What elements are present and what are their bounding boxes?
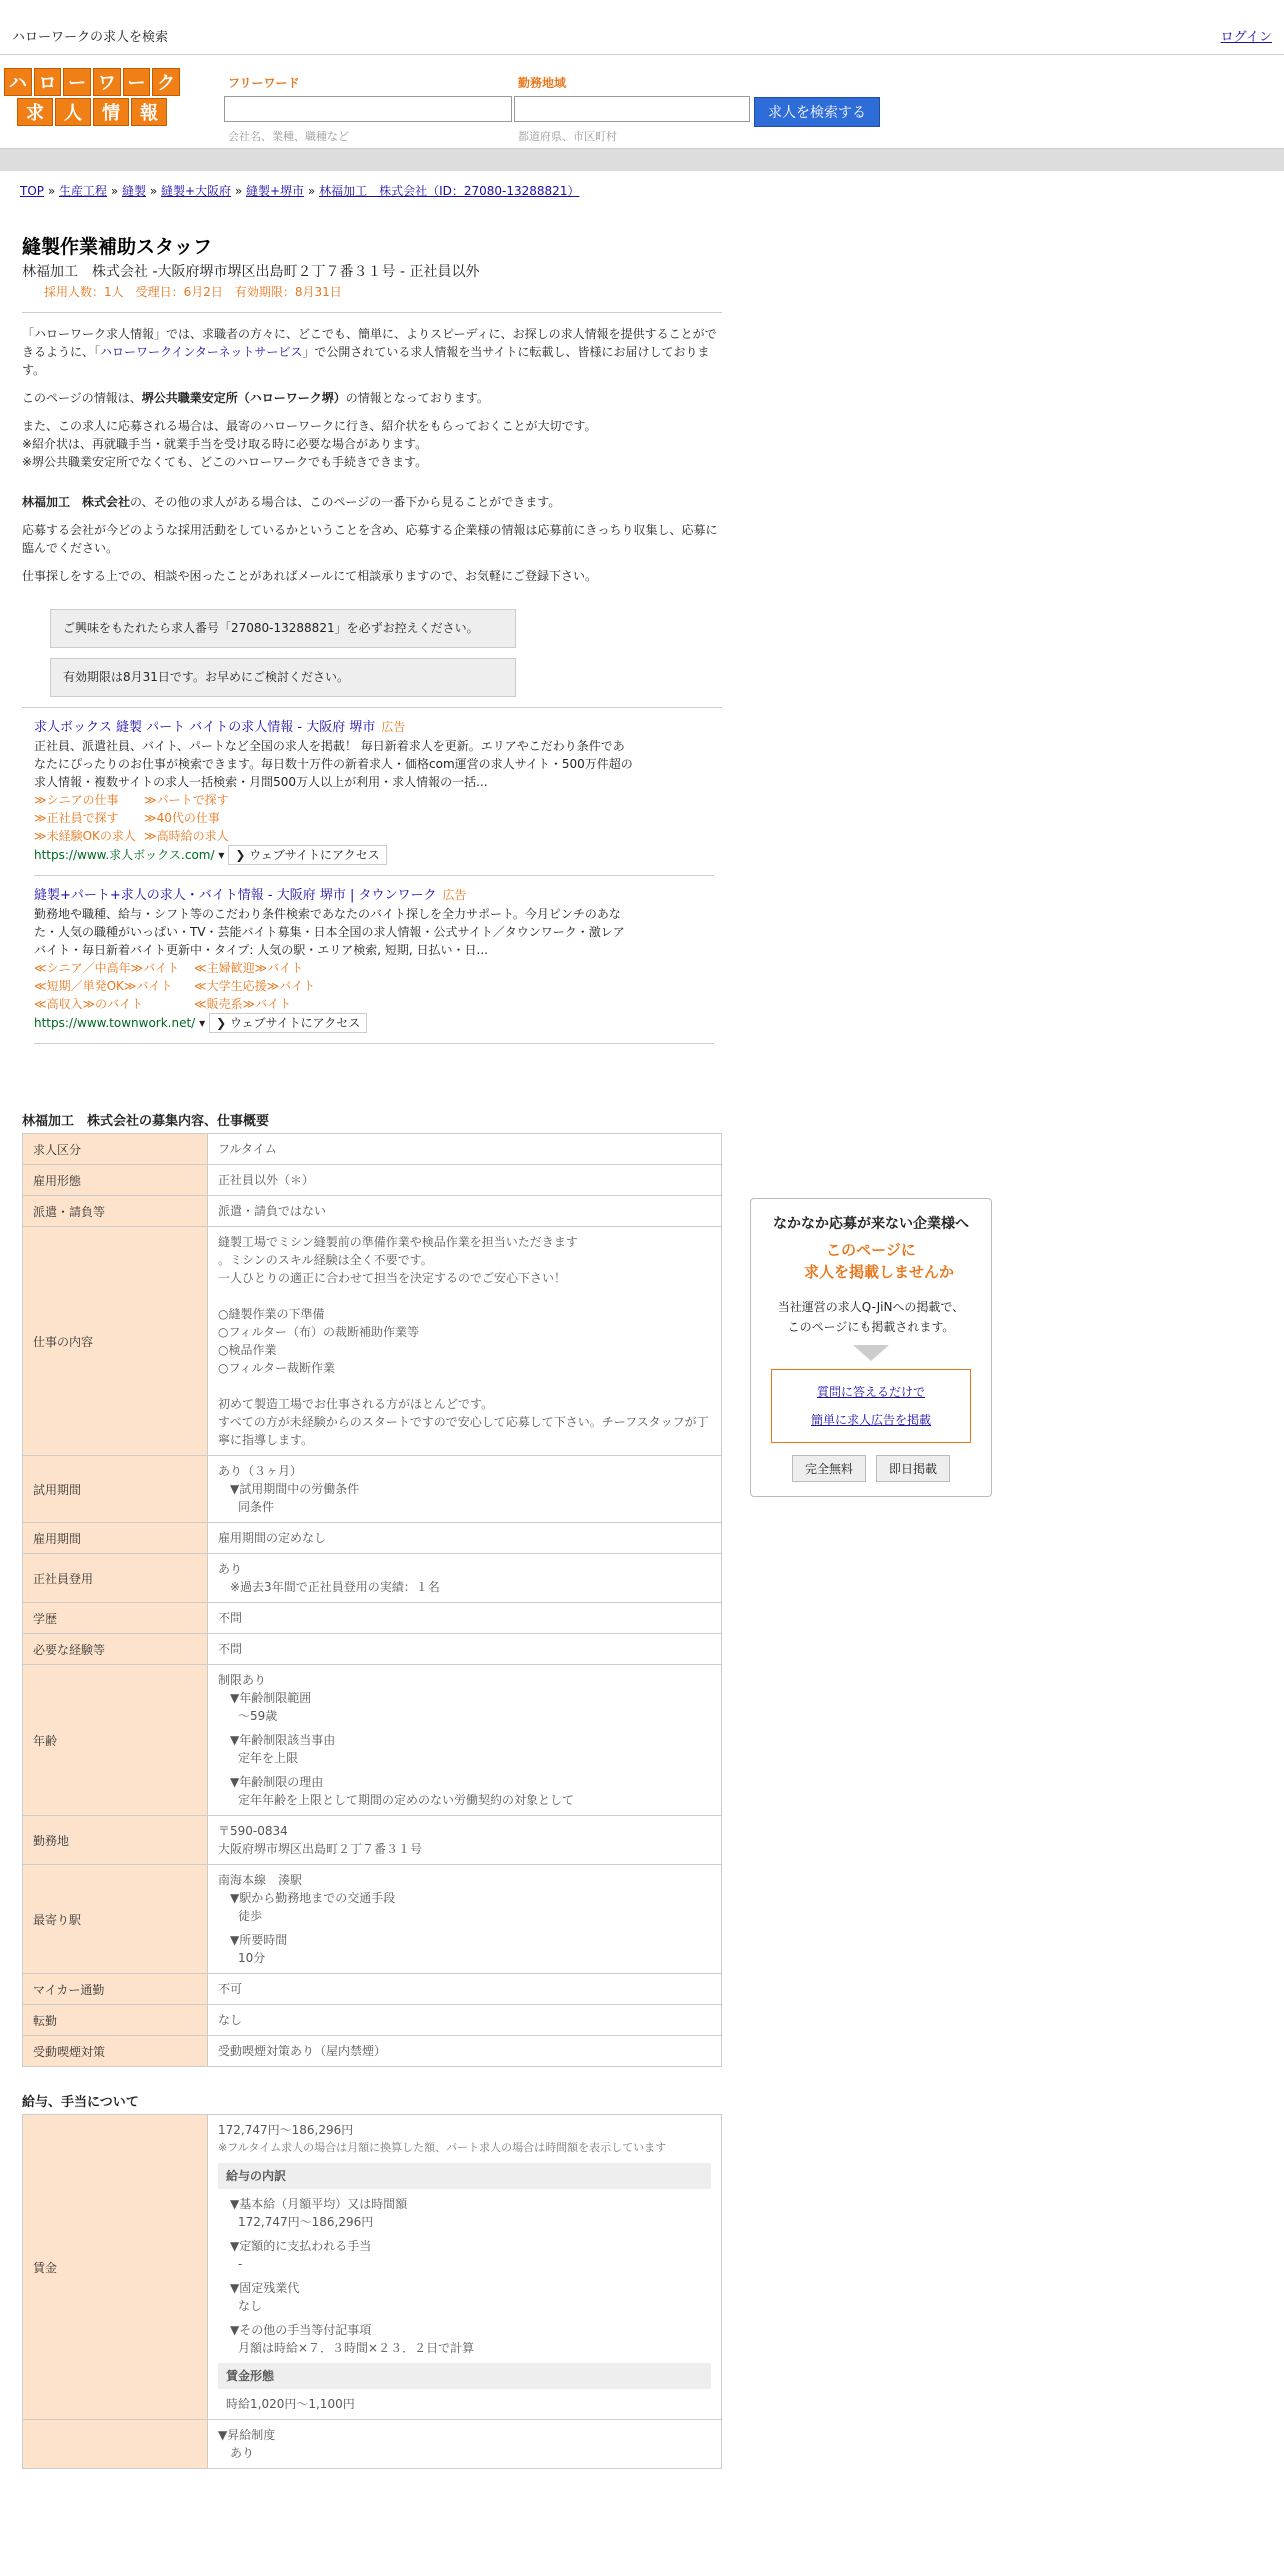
breadcrumb-job[interactable]: 縫製 — [122, 184, 147, 198]
consult-note: 仕事探しをする上での、相談や困ったことがあればメールにて相談承りますので、お気軽にご登録下さい。 — [22, 569, 598, 583]
breadcrumb-pref[interactable]: 縫製+大阪府 — [161, 184, 232, 198]
row-value — [208, 1865, 722, 1974]
job-desc-line: ○フィルター裁断作業 — [218, 1361, 336, 1375]
same-day-badge[interactable]: 即日掲載 — [876, 1455, 950, 1482]
freeword-input[interactable] — [224, 96, 512, 122]
answer-questions-link[interactable]: 質問に答えるだけで — [816, 1385, 925, 1399]
logo-row-1 — [4, 68, 180, 96]
apply-text: ※堺公共職業安定所でなくても、どこのハローワークでも手続きできます。 — [22, 455, 428, 469]
source-text: の情報となっております。 — [345, 391, 489, 405]
job-desc-line: すべての方が未経験からのスタートですので安心して応募して下さい。チーフスタッフが丁寧に指導します。 — [218, 1415, 709, 1447]
ad-sitelink[interactable]: ≪主婦歓迎≫バイト — [194, 961, 304, 975]
value-line: 時給1,020円〜1,100円 — [226, 2397, 355, 2411]
table-row — [23, 1165, 722, 1196]
header-divider — [0, 148, 1284, 171]
value-line: あり（３ヶ月） — [218, 1464, 303, 1478]
value-line: 制限あり — [218, 1673, 267, 1687]
panel-text — [751, 1297, 991, 1337]
ad-sitelink[interactable]: ≪短期／単発OK≫バイト — [34, 979, 173, 993]
wage-form-title: 賃金形態 — [218, 2363, 711, 2389]
table-row — [23, 1554, 722, 1603]
breadcrumb-sep: » — [44, 184, 59, 198]
table-row — [23, 1634, 722, 1665]
breadcrumb-category[interactable]: 生産工程 — [59, 184, 108, 198]
source-office: 堺公共職業安定所（ハローワーク堺） — [141, 391, 346, 405]
value-line: 〒590-0834 — [218, 1824, 288, 1838]
ad-sitelink[interactable]: ≫シニアの仕事 — [34, 793, 119, 807]
breadcrumb-sep: » — [304, 184, 320, 198]
details-table — [22, 1133, 722, 2067]
location-label: 勤務地域 — [518, 76, 567, 90]
ad-head — [34, 718, 714, 737]
row-value — [208, 1456, 722, 1523]
value-line: 徒歩 — [238, 1909, 263, 1923]
value-line: ▼昇給制度 — [218, 2428, 276, 2442]
job-desc-line: 縫製工場でミシン縫製前の準備作業や検品作業を担当いただきます — [218, 1235, 578, 1249]
row-value: 正社員以外（＊） — [208, 1165, 722, 1196]
value-line: ▼定額的に支払われる手当 — [230, 2239, 372, 2253]
row-value — [208, 2115, 722, 2420]
divider — [22, 312, 722, 313]
value-line: ▼試用期間中の労働条件 — [230, 1482, 360, 1496]
row-value: フルタイム — [208, 1134, 722, 1165]
job-desc-line: ○フィルター（布）の裁断補助作業等 — [218, 1325, 420, 1339]
job-desc-line: ○検品作業 — [218, 1343, 277, 1357]
breadcrumb-sep: » — [107, 184, 122, 198]
logo-char: 人 — [55, 98, 91, 126]
breadcrumb-company[interactable]: 林福加工 株式会社（ID：27080-13288821） — [319, 184, 580, 198]
collect-info-note: 応募する会社が今どのような採用活動をしているかということを含め、応募する企業様の情報は応募前にきっちり収集し、応募に臨んでください。 — [22, 523, 718, 555]
site-title: ハローワークの求人を検索 — [12, 30, 169, 45]
logo-char: ロ — [34, 68, 62, 96]
ad-sitelinks — [34, 959, 714, 1013]
row-value — [208, 2420, 722, 2469]
freeword-label: フリーワード — [228, 76, 300, 90]
job-desc-line: 初めて製造工場でお仕事される方がほとんどです。 — [218, 1397, 494, 1411]
row-label: 必要な経験等 — [23, 1634, 208, 1665]
table-row — [23, 1196, 722, 1227]
ad-head — [34, 886, 714, 905]
breadcrumb-city[interactable]: 縫製+堺市 — [246, 184, 305, 198]
value-line: ▼駅から勤務地までの交通手段 — [230, 1891, 396, 1905]
main-content — [22, 232, 722, 2469]
visit-website-button[interactable]: ❯ ウェブサイトにアクセス — [228, 845, 386, 865]
value-line: ▼年齢制限の理由 — [230, 1775, 324, 1789]
table-row — [23, 1816, 722, 1865]
intro-text: 「ハローワーク求人情報」では、求職者の方々に、どこでも、簡単に、よりスピーディに、お探しの求人情報を提供することができるように、「 — [22, 327, 717, 359]
ad-sitelink[interactable]: ≫パートで探す — [144, 793, 229, 807]
row-label: 最寄り駅 — [23, 1865, 208, 1974]
logo-row-2 — [4, 98, 180, 126]
panel-subheading-line: 求人を掲載しませんか — [803, 1263, 954, 1281]
freeword-hint: 会社名、業種、職種など — [228, 130, 349, 143]
value-line: 〜59歳 — [238, 1709, 278, 1723]
logo-char: ワ — [93, 68, 121, 96]
ad-title-link[interactable]: 求人ボックス 縫製 パート バイトの求人情報 - 大阪府 堺市 — [34, 720, 376, 735]
value-line: あり — [230, 2446, 255, 2460]
logo-char: 情 — [93, 98, 129, 126]
value-line: 同条件 — [238, 1500, 275, 1514]
row-label: 雇用形態 — [23, 1165, 208, 1196]
value-line: ▼基本給（月額平均）又は時間額 — [230, 2197, 408, 2211]
other-jobs-text: の、その他の求人がある場合は、このページの一番下から見ることができます。 — [130, 495, 561, 509]
row-value — [208, 1227, 722, 1456]
search-button[interactable]: 求人を検索する — [754, 97, 880, 127]
ad-description: 勤務地や職種、給与・シフト等のこだわり条件検索であなたのバイト探しを全力サポート。今月ピンチのあなた・人気の職種がいっぱい・TV・芸能バイト募集・日本全国の求人情報・公式サイト／タウンワーク・激レアバイト・毎日新着バイト更新中・タイプ: 人気の駅・エリア検索, 短期, 日払い・日... — [34, 907, 625, 957]
ad-item — [34, 886, 714, 1033]
divider — [22, 707, 722, 708]
value-line: ▼年齢制限該当事由 — [230, 1733, 336, 1747]
logo-char: 求 — [17, 98, 53, 126]
value-line: 定年を上限 — [238, 1751, 299, 1765]
value-line: ▼所要時間 — [230, 1933, 288, 1947]
arrow-down-icon — [853, 1345, 889, 1361]
apply-text: また、この求人に応募される場合は、最寄のハローワークに行き、紹介状をもらっておくことが大切です。 — [22, 419, 597, 433]
ad-sitelink[interactable]: ≫未経験OKの求人 — [34, 829, 136, 843]
top-bar — [0, 0, 1284, 55]
other-jobs-note — [22, 493, 722, 511]
row-label: 正社員登用 — [23, 1554, 208, 1603]
panel-subheading — [751, 1239, 991, 1283]
logo-char: 報 — [131, 98, 167, 126]
row-value: なし — [208, 2005, 722, 2036]
table-row — [23, 1974, 722, 2005]
row-value — [208, 1665, 722, 1816]
table-row — [23, 1603, 722, 1634]
value-line: ▼固定残業代 — [230, 2281, 300, 2295]
row-label: 勤務地 — [23, 1816, 208, 1865]
panel-heading: なかなか応募が来ない企業様へ — [773, 1216, 969, 1232]
ad-sitelink[interactable]: ≪シニア／中高年≫バイト — [34, 961, 180, 975]
value-line: ※過去3年間で正社員登用の実績：１名 — [230, 1580, 440, 1594]
row-label: マイカー通勤 — [23, 1974, 208, 2005]
visit-website-button[interactable]: ❯ ウェブサイトにアクセス — [209, 1013, 367, 1033]
ad-sitelink[interactable]: ≫高時給の求人 — [144, 829, 229, 843]
row-value — [208, 1554, 722, 1603]
divider — [34, 875, 714, 876]
details-title: 林福加工 株式会社の募集内容、仕事概要 — [22, 1114, 270, 1129]
value-line: ▼年齢制限範囲 — [230, 1691, 312, 1705]
ad-item — [34, 718, 714, 865]
row-value: 不問 — [208, 1603, 722, 1634]
row-label: 転勤 — [23, 2005, 208, 2036]
job-title: 縫製作業補助スタッフ — [22, 236, 213, 258]
location-input[interactable] — [514, 96, 750, 122]
value-line: 10分 — [238, 1951, 266, 1965]
logo-char: ク — [152, 68, 180, 96]
ad-url[interactable]: https://www.townwork.net/ — [34, 1016, 196, 1030]
breadcrumb — [20, 182, 579, 199]
value-line: 月額は時給×７．３時間×２３．２日で計算 — [238, 2341, 475, 2355]
table-row — [23, 1227, 722, 1456]
value-line: 南海本線 湊駅 — [218, 1873, 303, 1887]
job-desc-line: 。ミシンのスキル経験は全く不要です。 — [218, 1253, 433, 1267]
row-value: 受動喫煙対策あり（屋内禁煙） — [208, 2036, 722, 2067]
row-value: 不問 — [208, 1634, 722, 1665]
row-label: 求人区分 — [23, 1134, 208, 1165]
value-line: ▼その他の手当等付記事項 — [230, 2323, 372, 2337]
source-paragraph — [22, 389, 722, 407]
login-link[interactable]: ログイン — [1220, 30, 1272, 45]
intro-text: 」で公開されている求人情報を当サイトに転載し、皆様にお届けしております。 — [22, 345, 710, 377]
row-value: 雇用期間の定めなし — [208, 1523, 722, 1554]
row-label: 賃金 — [23, 2115, 208, 2420]
company-name: 林福加工 株式会社 — [22, 495, 131, 509]
panel-links — [771, 1369, 971, 1443]
table-row — [23, 1456, 722, 1523]
apply-text: ※紹介状は、再就職手当・就業手当を受け取る時に必要な場合があります。 — [22, 437, 428, 451]
chevron-down-icon[interactable]: ▾ — [199, 1016, 206, 1030]
logo-char: ー — [63, 68, 91, 96]
ad-description: 正社員、派遣社員、バイト、パートなど全国の求人を掲載！ 毎日新着求人を更新。エリアやこだわり条件であなたにぴったりのお仕事が検索できます。毎日数十万件の新着求人・価格com運営の求人サイト・500万件超の求人情報・複数サイトの求人一括検索・月間500万人以上が利用・求人情報の一括... — [34, 739, 633, 789]
logo-char: ー — [123, 68, 151, 96]
wage-range: 172,747円〜186,296円 — [218, 2123, 354, 2137]
panel-badges — [751, 1455, 991, 1482]
ad-sitelink[interactable]: ≪販売系≫バイト — [194, 997, 292, 1011]
source-text: このページの情報は、 — [22, 391, 142, 405]
ad-sitelink[interactable]: ≫40代の仕事 — [144, 811, 220, 825]
wage-title: 給与、手当について — [22, 2095, 139, 2110]
table-row — [23, 1523, 722, 1554]
job-desc-line: ○縫製作業の下準備 — [218, 1307, 325, 1321]
row-label: 仕事の内容 — [23, 1227, 208, 1456]
value-line: なし — [238, 2299, 263, 2313]
value-line: あり — [218, 1562, 243, 1576]
ad-sitelinks — [34, 791, 714, 845]
panel-subheading-line: このページに — [826, 1241, 916, 1259]
ad-tag: 広告 — [381, 720, 406, 734]
breadcrumb-sep: » — [146, 184, 161, 198]
row-label — [23, 2420, 208, 2469]
row-value: 不可 — [208, 1974, 722, 2005]
row-value: 派遣・請負ではない — [208, 1196, 722, 1227]
deadline-notice: 有効期限は8月31日です。お早めにご検討ください。 — [50, 658, 516, 697]
row-label: 派遣・請負等 — [23, 1196, 208, 1227]
post-ad-link[interactable]: 簡単に求人広告を掲載 — [810, 1413, 931, 1427]
row-label: 受動喫煙対策 — [23, 2036, 208, 2067]
table-row — [23, 2420, 722, 2469]
chevron-down-icon[interactable]: ▾ — [218, 848, 225, 862]
apply-note — [22, 417, 722, 471]
row-value — [208, 1816, 722, 1865]
ad-url[interactable]: https://www.求人ボックス.com/ — [34, 848, 215, 862]
divider — [34, 1043, 714, 1044]
panel-text-line: 当社運営の求人Q-JiNへの掲載で、 — [777, 1300, 965, 1314]
table-row — [23, 1134, 722, 1165]
ad-tag: 広告 — [442, 888, 467, 902]
job-subtitle: 林福加工 株式会社 -大阪府堺市堺区出島町２丁７番３１号 - 正社員以外 — [22, 264, 480, 280]
ad-sitelink[interactable]: ≪大学生応援≫バイト — [194, 979, 316, 993]
job-number-notice: ご興味をもたれたら求人番号「27080-13288821」を必ずお控えください。 — [50, 609, 516, 648]
row-label: 試用期間 — [23, 1456, 208, 1523]
table-row — [23, 2005, 722, 2036]
table-row — [23, 2115, 722, 2420]
value-line: - — [238, 2257, 243, 2271]
table-row — [23, 1665, 722, 1816]
free-badge[interactable]: 完全無料 — [792, 1455, 866, 1482]
location-hint: 都道府県、市区町村 — [518, 130, 617, 143]
value-line: 大阪府堺市堺区出島町２丁７番３１号 — [218, 1842, 423, 1856]
table-row — [23, 1865, 722, 1974]
table-row — [23, 2036, 722, 2067]
ad-title-link[interactable]: 縫製+パート+求人の求人・バイト情報 - 大阪府 堺市 | タウンワーク — [34, 888, 437, 903]
hellowork-internet-link[interactable]: ハローワークインターネットサービス — [100, 345, 303, 359]
ad-sitelink[interactable]: ≪高収入≫のバイト — [34, 997, 144, 1011]
breadcrumb-sep: » — [231, 184, 247, 198]
row-label: 年齢 — [23, 1665, 208, 1816]
row-label: 雇用期間 — [23, 1523, 208, 1554]
ad-sitelink[interactable]: ≫正社員で探す — [34, 811, 119, 825]
value-line: 172,747円〜186,296円 — [238, 2215, 374, 2229]
panel-text-line: このページにも掲載されます。 — [787, 1320, 955, 1334]
breadcrumb-top[interactable]: TOP — [20, 184, 45, 198]
job-desc-line: 一人ひとりの適正に合わせて担当を決定するのでご安心下さい！ — [218, 1271, 567, 1285]
logo-char: ハ — [4, 68, 32, 96]
wage-breakdown-title: 給与の内訳 — [218, 2163, 711, 2189]
hellowork-logo[interactable] — [4, 68, 180, 126]
wage-table — [22, 2114, 722, 2469]
value-line: 定年年齢を上限として期間の定めのない労働契約の対象として — [238, 1793, 575, 1807]
wage-note: ※フルタイム求人の場合は月額に換算した額、パート求人の場合は時間額を表示しています — [218, 2141, 667, 2154]
advertise-panel — [750, 1198, 992, 1497]
job-meta: 採用人数：1人 受理日：6月2日 有効期限：8月31日 — [44, 285, 342, 299]
intro-paragraph — [22, 325, 722, 379]
row-label: 学歴 — [23, 1603, 208, 1634]
